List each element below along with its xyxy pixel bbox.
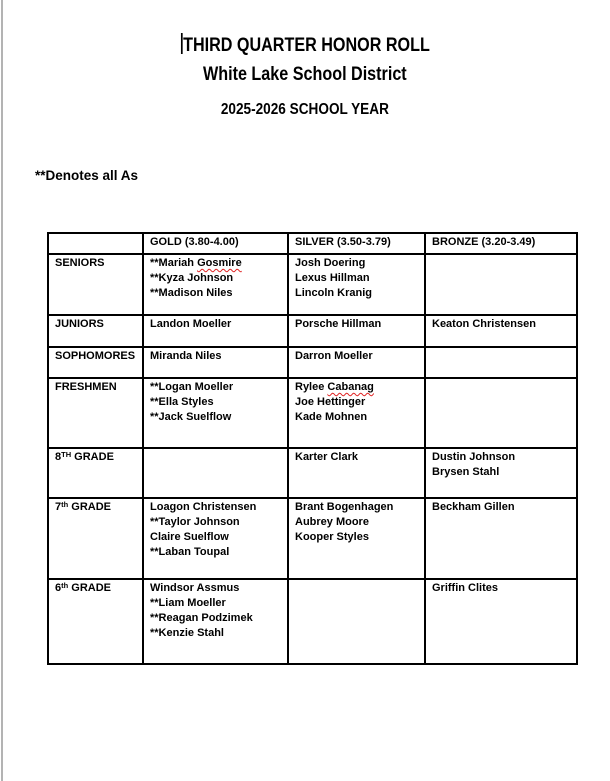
ordinal-suffix: th [61,581,69,590]
spellcheck-squiggle: Cabanag [327,381,374,393]
grade-label: 8TH GRADE [55,450,114,463]
bronze-cell[interactable] [425,347,577,378]
bronze-cell[interactable] [425,315,577,347]
grade-label-cell[interactable] [48,448,143,498]
corner-header-cell[interactable] [48,233,143,254]
document-title-text: THIRD QUARTER HONOR ROLL [182,35,430,56]
student-name: Kade Mohnen [295,411,368,423]
table-row [48,315,577,347]
student-name: Lincoln Kranig [295,287,372,299]
student-name: Darron Moeller [295,350,373,362]
grade-label-cell[interactable] [48,254,143,315]
silver-cell[interactable] [288,498,425,579]
school-year[interactable] [0,101,610,119]
table-row [48,448,577,498]
student-name: **Jack Suelflow [150,411,232,423]
gold-cell[interactable] [143,315,288,347]
table-row [48,579,577,664]
student-name: **Laban Toupal [150,546,230,558]
bronze-cell[interactable] [425,448,577,498]
bronze-cell[interactable] [425,378,577,448]
student-name: Brant Bogenhagen [295,501,394,513]
column-header-gold[interactable]: GOLD (3.80-4.00) [143,233,288,254]
grade-label-cell[interactable] [48,378,143,448]
school-year-text: 2025-2026 SCHOOL YEAR [220,101,390,118]
student-name: Brysen Stahl [432,466,500,478]
gold-cell[interactable] [143,347,288,378]
document-subtitle-text: White Lake School District [203,64,407,85]
student-name: Landon Moeller [150,318,232,330]
gold-cell[interactable] [143,579,288,664]
grade-label-cell[interactable] [48,498,143,579]
student-name: Dustin Johnson [432,451,516,463]
document-subtitle[interactable] [0,64,610,86]
student-name: **Kenzie Stahl [150,627,224,639]
student-name: Keaton Christensen [432,318,536,330]
silver-cell[interactable] [288,448,425,498]
grade-label: FRESHMEN [55,381,117,393]
student-name: Griffin Clites [432,582,499,594]
table-body [48,254,577,664]
student-name: Loagon Christensen [150,501,257,513]
student-name: **Ella Styles [150,396,214,408]
grade-label: 6th GRADE [55,581,111,594]
student-name: Windsor Assmus [150,582,240,594]
column-header-silver[interactable]: SILVER (3.50-3.79) [288,233,425,254]
grade-label: JUNIORS [55,318,104,330]
table-row [48,378,577,448]
student-name: Aubrey Moore [295,516,369,528]
denotes-note[interactable]: **Denotes all As [35,168,139,183]
student-name: **Kyza Johnson [150,272,234,284]
student-name: Beckham Gillen [432,501,515,513]
grade-label: SOPHOMORES [55,350,136,362]
student-name: **Reagan Podzimek [150,612,253,624]
table-row [48,498,577,579]
student-name: Kooper Styles [295,531,369,543]
student-name: **Liam Moeller [150,597,226,609]
student-name: **Taylor Johnson [150,516,240,528]
gold-cell[interactable] [143,498,288,579]
student-name: Joe Hettinger [295,396,366,408]
ordinal-suffix: th [61,500,69,509]
silver-cell[interactable] [288,378,425,448]
grade-label-cell[interactable] [48,579,143,664]
header-row [48,233,577,254]
ordinal-suffix: TH [61,450,72,459]
student-name: **Madison Niles [150,287,233,299]
grade-label: 7th GRADE [55,500,111,513]
table-row [48,347,577,378]
column-header-bronze[interactable]: BRONZE (3.20-3.49) [425,233,577,254]
student-name: Karter Clark [295,451,358,463]
gold-cell[interactable] [143,448,288,498]
silver-cell[interactable] [288,254,425,315]
text-cursor [181,33,182,54]
student-name: **Mariah Gosmire [150,257,242,269]
gold-cell[interactable] [143,254,288,315]
silver-cell[interactable] [288,347,425,378]
bronze-cell[interactable] [425,579,577,664]
honor-roll-table [47,232,578,665]
student-name: Josh Doering [295,257,366,269]
silver-cell[interactable] [288,315,425,347]
grade-label-cell[interactable] [48,315,143,347]
spellcheck-squiggle: Gosmire [197,257,242,269]
student-name: Miranda Niles [150,350,222,362]
student-name: Lexus Hillman [295,272,370,284]
grade-label: SENIORS [55,257,105,269]
student-name: Claire Suelflow [150,531,229,543]
document-title[interactable] [0,33,610,57]
bronze-cell[interactable] [425,254,577,315]
student-name: Porsche Hillman [295,318,382,330]
table-row [48,254,577,315]
gold-cell[interactable] [143,378,288,448]
student-name: **Logan Moeller [150,381,234,393]
silver-cell[interactable] [288,579,425,664]
student-name: Rylee Cabanag [295,381,374,393]
grade-label-cell[interactable] [48,347,143,378]
bronze-cell[interactable] [425,498,577,579]
